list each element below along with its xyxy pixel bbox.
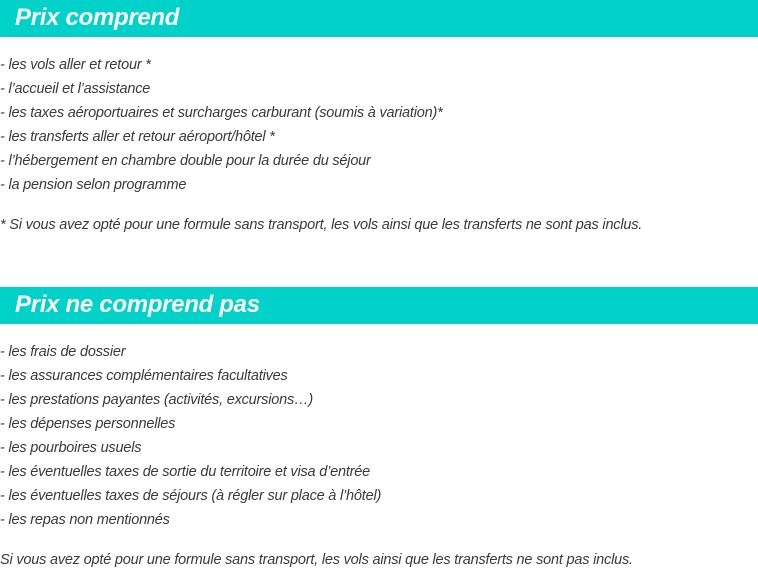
list-item: - les éventuelles taxes de sortie du territoire et visa d’entrée (0, 464, 371, 480)
price-excluded-title: Prix ne comprend pas (15, 291, 260, 318)
list-item: - les vols aller et retour * (0, 57, 151, 73)
list-item: - les éventuelles taxes de séjours (à régler sur place à l’hôtel) (0, 488, 382, 504)
list-item: - les repas non mentionnés (0, 512, 170, 528)
list-item: - les assurances complémentaires facultatives (0, 368, 288, 384)
price-included-banner (0, 0, 758, 37)
price-included-list (0, 53, 443, 197)
list-item: - les prestations payantes (activités, excursions…) (0, 392, 313, 408)
list-item: - l’accueil et l’assistance (0, 81, 151, 97)
list-item: - les frais de dossier (0, 344, 126, 360)
price-excluded-list (0, 340, 381, 532)
list-item: - les taxes aéroportuaires et surcharges carburant (soumis à variation)* (0, 105, 443, 121)
list-item: - la pension selon programme (0, 177, 187, 193)
price-excluded-footnote: Si vous avez opté pour une formule sans transport, les vols ainsi que les transferts ne sont pas inclus. (0, 552, 633, 568)
list-item: - les transferts aller et retour aéroport/hôtel * (0, 129, 275, 145)
list-item: - l’hébergement en chambre double pour la durée du séjour (0, 153, 371, 169)
price-included-title: Prix comprend (15, 4, 180, 31)
list-item: - les dépenses personnelles (0, 416, 176, 432)
price-included-footnote: * Si vous avez opté pour une formule sans transport, les vols ainsi que les transferts ne sont pas inclus. (0, 217, 643, 233)
list-item: - les pourboires usuels (0, 440, 142, 456)
price-excluded-banner (0, 287, 758, 324)
